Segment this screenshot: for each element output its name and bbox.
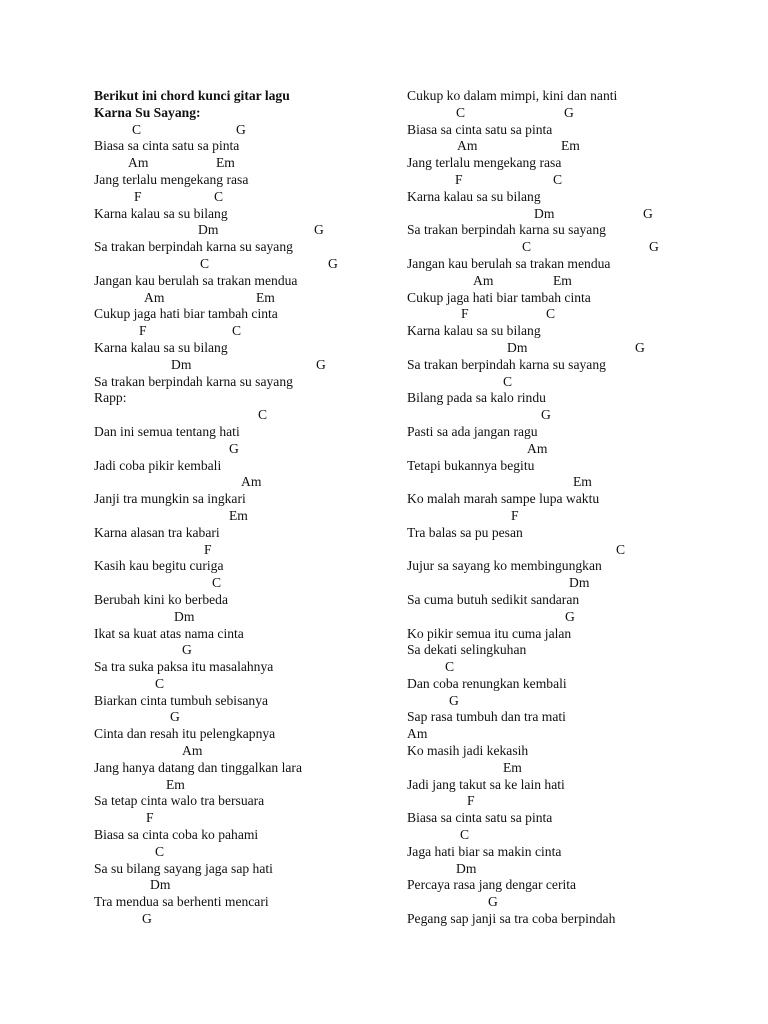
chord-line [94,256,394,273]
lyric-line: Jaga hati biar sa makin cinta [407,843,562,859]
chord: Em [166,776,185,792]
chord: F [139,323,147,339]
lyric-line: Sa tetap cinta walo tra bersuara [94,793,265,809]
lyric-line: Cukup ko dalam mimpi, kini dan nanti [407,88,618,103]
chord: C [232,323,242,339]
chord: F [455,171,463,187]
chord-line [94,508,394,525]
chord-line [407,693,727,710]
chord: C [460,827,470,843]
chord: G [541,407,551,423]
chord-line [94,609,394,626]
lyric-line: Pasti sa ada jangan ragu [407,423,538,439]
chord: C [132,121,142,137]
chord: Em [256,289,275,305]
lyric-line: Sa trakan berpindah karna su sayang [407,356,606,372]
chord: Am [407,726,428,742]
chord: C [616,541,626,557]
chord-line [94,122,394,139]
chord-line [94,810,394,827]
chord-line [94,407,394,424]
chord-line [94,777,394,794]
lyric-line: Jangan kau berulah sa trakan mendua [94,272,298,288]
chord: Dm [171,356,192,372]
chord-line [94,642,394,659]
chord-line [407,793,727,810]
lyric-line: Sa su bilang sayang jaga sap hati [94,860,273,876]
chord: Dm [569,575,590,591]
lyric-line: Ko masih jadi kekasih [407,743,529,759]
chord: G [328,255,338,271]
chord: G [316,356,326,372]
chord-line [94,155,394,172]
left-column [94,88,394,928]
chord: F [134,188,142,204]
lyric-line: Tra mendua sa berhenti mencari [94,894,269,910]
chord-line [407,239,727,256]
chord: G [488,894,498,910]
chord: Dm [456,860,477,876]
lyric-line: Ko pikir semua itu cuma jalan [407,625,572,641]
chord: Am [527,440,548,456]
chord: F [204,541,212,557]
chord-line [407,306,727,323]
chord: F [467,793,475,809]
chord-line [407,474,727,491]
lyric-line: Sa dekati selingkuhan [407,642,527,658]
chord: G [565,608,575,624]
chord: F [511,507,519,523]
chord-line [94,189,394,206]
chord: Am [144,289,165,305]
chord-line [407,206,727,223]
lyric-line: Tetapi bukannya begitu [407,457,535,473]
chord: Am [182,743,203,759]
lyric-line: Pegang sap janji sa tra coba berpindah [407,911,616,927]
lyric-line: Sa tra suka paksa itu masalahnya [94,659,274,675]
document-title-line-1: Berikut ini chord kunci gitar lagu [94,88,290,103]
chord: C [200,255,210,271]
chord-line [94,911,394,928]
lyric-line: Sa cuma butuh sedikit sandaran [407,591,580,607]
chord-line [407,894,727,911]
chord-line [407,138,727,155]
lyric-line: Biasa sa cinta coba ko pahami [94,827,259,843]
chord: C [212,575,222,591]
chord: Am [128,155,149,171]
lyric-line: Bilang pada sa kalo rindu [407,390,546,406]
chord: C [522,239,532,255]
chord-line [407,374,727,391]
chord-line [94,877,394,894]
chord: Em [561,138,580,154]
chord-line [407,659,727,676]
right-column [407,88,727,928]
chord: Em [573,474,592,490]
chord-line [407,861,727,878]
chord-line [94,575,394,592]
lyric-line: Janji tra mungkin sa ingkari [94,491,246,507]
chord: Dm [198,222,219,238]
chord: C [546,306,556,322]
chord-line [407,508,727,525]
chord: Am [473,272,494,288]
lyric-line: Jang terlalu mengekang rasa [407,155,562,171]
chord-line [407,760,727,777]
chord: G [564,104,574,120]
chord-line [94,441,394,458]
chord: G [643,205,653,221]
lyric-line: Kasih kau begitu curiga [94,558,224,574]
lyric-line: Jang hanya datang dan tinggalkan lara [94,759,302,775]
lyric-line: Percaya rasa jang dengar cerita [407,877,577,893]
chord-line [94,474,394,491]
lyric-line: Rapp: [94,390,127,406]
lyric-line: Jujur sa sayang ko membingungkan [407,558,602,574]
chord: G [314,222,324,238]
chord: Am [241,474,262,490]
chord: C [445,659,455,675]
chord: C [553,171,563,187]
chord: C [214,188,224,204]
lyric-line: Biarkan cinta tumbuh sebisanya [94,692,269,708]
chord-line [94,709,394,726]
chord: G [229,440,239,456]
chord: C [155,843,165,859]
chord: G [182,642,192,658]
lyric-line: Biasa sa cinta satu sa pinta [407,810,553,826]
chord: G [649,239,659,255]
chord: Dm [150,877,171,893]
chord-line [407,609,727,626]
chord-line [407,726,727,743]
lyric-line: Karna alasan tra kabari [94,524,220,540]
chord-line [407,273,727,290]
lyric-line: Sa trakan berpindah karna su sayang [94,373,293,389]
lyric-line: Biasa sa cinta satu sa pinta [407,121,553,137]
lyric-line: Ko malah marah sampe lupa waktu [407,491,600,507]
chord: Dm [534,205,555,221]
lyric-line: Biasa sa cinta satu sa pinta [94,138,240,154]
chord-line [407,827,727,844]
chord: G [142,911,152,927]
chord: Em [553,272,572,288]
chord-line [94,743,394,760]
chord-line [407,105,727,122]
lyric-line: Cukup jaga hati biar tambah cinta [407,289,591,305]
chord: F [461,306,469,322]
chord: C [503,373,513,389]
chord-line [94,676,394,693]
lyric-line: Karna kalau sa su bilang [407,323,541,339]
lyric-line: Dan coba renungkan kembali [407,675,567,691]
chord: C [258,407,268,423]
chord: C [155,675,165,691]
chord-line [407,172,727,189]
chord-line [94,357,394,374]
chord: Em [229,507,248,523]
chord-line [407,441,727,458]
chord-line [94,290,394,307]
lyric-line: Karna kalau sa su bilang [407,188,541,204]
chord: F [146,810,154,826]
chord-line [94,222,394,239]
lyric-line: Ikat sa kuat atas nama cinta [94,625,244,641]
chord: Dm [507,339,528,355]
chord: Em [216,155,235,171]
lyric-line: Sa trakan berpindah karna su sayang [407,222,606,238]
chord: Em [503,759,522,775]
chord: G [236,121,246,137]
lyric-line: Tra balas sa pu pesan [407,524,523,540]
lyric-line: Karna kalau sa su bilang [94,205,228,221]
chord: Dm [174,608,195,624]
chord-line [94,323,394,340]
lyric-line: Sap rasa tumbuh dan tra mati [407,709,566,725]
lyric-line: Jadi coba pikir kembali [94,457,222,473]
lyric-line: Jangan kau berulah sa trakan mendua [407,255,611,271]
lyric-line: Dan ini semua tentang hati [94,423,240,439]
lyric-line: Cinta dan resah itu pelengkapnya [94,726,276,742]
lyric-line: Jang terlalu mengekang rasa [94,171,249,187]
chord: G [449,692,459,708]
chord: G [170,709,180,725]
chord-line [407,575,727,592]
document-title-line-2: Karna Su Sayang: [94,104,201,120]
chord-line [94,844,394,861]
lyric-line: Cukup jaga hati biar tambah cinta [94,306,278,322]
chord: G [635,339,645,355]
chord: C [456,104,466,120]
lyric-line: Sa trakan berpindah karna su sayang [94,239,293,255]
lyric-line: Berubah kini ko berbeda [94,591,229,607]
chord-line [407,340,727,357]
chord: Am [457,138,478,154]
chord-line [407,542,727,559]
lyric-line: Karna kalau sa su bilang [94,339,228,355]
lyric-line: Jadi jang takut sa ke lain hati [407,776,565,792]
chord-line [407,407,727,424]
chord-line [94,542,394,559]
